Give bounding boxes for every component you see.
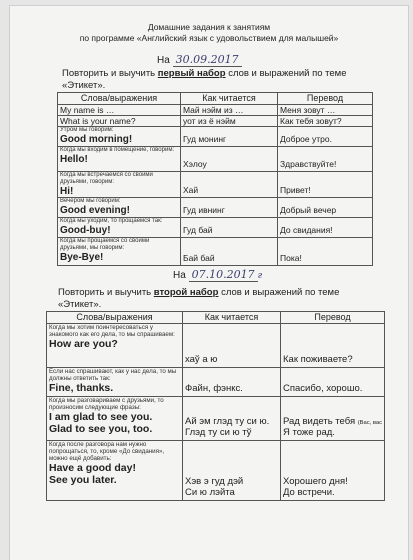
translation-cell: Пока! xyxy=(280,253,302,263)
column-header-reading: Как читается xyxy=(181,93,278,105)
section1-instruction xyxy=(62,68,358,91)
phrase-cell: See you later. xyxy=(49,474,117,486)
section2-instruction xyxy=(58,287,378,310)
translation-cell: Привет! xyxy=(280,185,311,195)
section2-date-prefix: На xyxy=(173,270,186,281)
phrase-cell: Fine, thanks. xyxy=(49,382,114,394)
section1-instruction-highlight: первый набор xyxy=(157,68,226,79)
reading-cell: Хэв э гуд дэй xyxy=(185,476,244,487)
phrase-cell: Good-buy! xyxy=(60,225,111,236)
table-row xyxy=(47,397,385,441)
reading-cell: хаў а ю xyxy=(185,354,218,365)
reading-cell: Гуд монинг xyxy=(183,134,227,144)
context-note: Если нас спрашивают, как у нас дела, то мы должны ответить так: xyxy=(49,368,177,382)
context-note: Когда мы разговариваем с друзьями, то произносим следующие фразы: xyxy=(49,397,164,411)
reading-cell: Бай бай xyxy=(183,253,215,263)
context-note: Когда мы уходим, то прощаемся так: xyxy=(60,218,163,224)
context-note: Вечером мы говорим: xyxy=(60,198,121,204)
section2-date-suffix: г xyxy=(257,271,263,281)
context-note: Когда мы прощаемся со своими друзьями, мы говорим: xyxy=(60,238,150,251)
section1-instruction-topic: слов и выражений по теме «Этикет». xyxy=(62,68,347,91)
translation-cell: До свидания! xyxy=(280,225,333,235)
column-header-translation: Перевод xyxy=(278,93,373,105)
context-note: Когда мы хотим поинтересоваться у знакомого как его дела, то мы спрашиваем: xyxy=(49,324,175,338)
vocab-table-1 xyxy=(57,92,373,266)
reading-cell: Гуд ивнинг xyxy=(183,205,225,215)
phrase-cell: I am glad to see you. xyxy=(49,411,153,423)
table-row xyxy=(58,218,373,238)
translation-cell: Как поживаете? xyxy=(283,354,353,365)
reading-cell: Файн, фэнкс. xyxy=(185,383,243,394)
section2-instruction-topic: слов и выражений по теме «Этикет». xyxy=(58,287,340,310)
reading-cell: Хай xyxy=(183,185,199,195)
translation-cell: Хорошего дня! xyxy=(283,476,348,487)
translation-cell: Спасибо, хорошо. xyxy=(283,383,363,394)
column-header-phrase: Слова/выражения xyxy=(47,312,183,324)
homework-sheet xyxy=(10,6,408,560)
section2-date xyxy=(173,268,262,281)
context-note: Когда после разговора нам нужно попрощаться, то, кроме «До свидания», можно ещё добавить: xyxy=(49,441,165,462)
phrase-cell: Good evening! xyxy=(60,205,130,216)
section2-instruction-text: Повторить и выучить xyxy=(58,287,152,298)
reading-cell: Глэд ту си ю тў xyxy=(185,427,252,438)
context-note: Когда мы входим в помещение, говорим: xyxy=(60,147,175,153)
phrase-cell: Hi! xyxy=(60,186,74,197)
section1-date xyxy=(157,53,242,66)
phrase-cell: What is your name? xyxy=(60,116,136,126)
table-row xyxy=(47,368,385,397)
table-row xyxy=(58,147,373,172)
column-header-reading: Как читается xyxy=(183,312,281,324)
reading-cell: Гуд бай xyxy=(183,225,213,235)
phrase-cell: Good morning! xyxy=(60,134,133,145)
translation-cell: Добрый вечер xyxy=(280,205,337,215)
translation-cell: Меня зовут … xyxy=(280,105,336,115)
context-note: Когда мы встречаемся со своими друзьями, говорим: xyxy=(60,172,153,185)
table-row xyxy=(58,172,373,198)
section1-date-value: 30.09.2017 xyxy=(173,53,242,67)
phrase-cell: Hello! xyxy=(60,154,88,165)
phrase-cell: My name is … xyxy=(60,105,115,115)
vocab-table-2 xyxy=(46,311,385,501)
column-header-phrase: Слова/выражения xyxy=(58,93,181,105)
reading-cell: Май нэйм из … xyxy=(183,105,244,115)
translation-cell: Как тебя зовут? xyxy=(280,116,342,126)
context-note: Утром мы говорим: xyxy=(60,127,114,133)
reading-cell: Ай эм глэд ту си ю. xyxy=(185,416,270,427)
phrase-cell: Have a good day! xyxy=(49,462,136,474)
reading-cell: Хэлоу xyxy=(183,159,207,169)
translation-cell: Рад видеть тебя xyxy=(283,416,356,427)
sheet-title: Домашние задания к занятиям xyxy=(147,22,271,32)
table-row xyxy=(47,324,385,368)
table-row xyxy=(58,116,373,127)
section2-instruction-highlight: второй набор xyxy=(153,287,219,298)
phrase-cell: How are you? xyxy=(49,338,118,350)
table-row xyxy=(47,441,385,501)
translation-cell: Я тоже рад. xyxy=(283,427,335,438)
translation-cell: Доброе утро. xyxy=(280,134,332,144)
section1-instruction-text: Повторить и выучить xyxy=(62,68,156,79)
reading-cell: Си ю лэйта xyxy=(185,487,235,498)
translation-note: (Вас, вас xyxy=(357,420,383,426)
reading-cell: уот из ё нэйм xyxy=(183,116,236,126)
table-row xyxy=(58,238,373,266)
section2-date-value: 07.10.2017 xyxy=(189,268,258,282)
table-row xyxy=(58,105,373,116)
sheet-subtitle: по программе «Английский язык с удовольствием для малышей» xyxy=(79,33,339,43)
section1-date-prefix: На xyxy=(157,55,170,66)
translation-cell: Здравствуйте! xyxy=(280,159,337,169)
column-header-translation: Перевод xyxy=(281,312,385,324)
phrase-cell: Glad to see you, too. xyxy=(49,423,153,435)
table-row xyxy=(58,198,373,218)
translation-cell: До встречи. xyxy=(283,487,335,498)
table-row xyxy=(58,127,373,147)
phrase-cell: Bye-Bye! xyxy=(60,252,104,263)
